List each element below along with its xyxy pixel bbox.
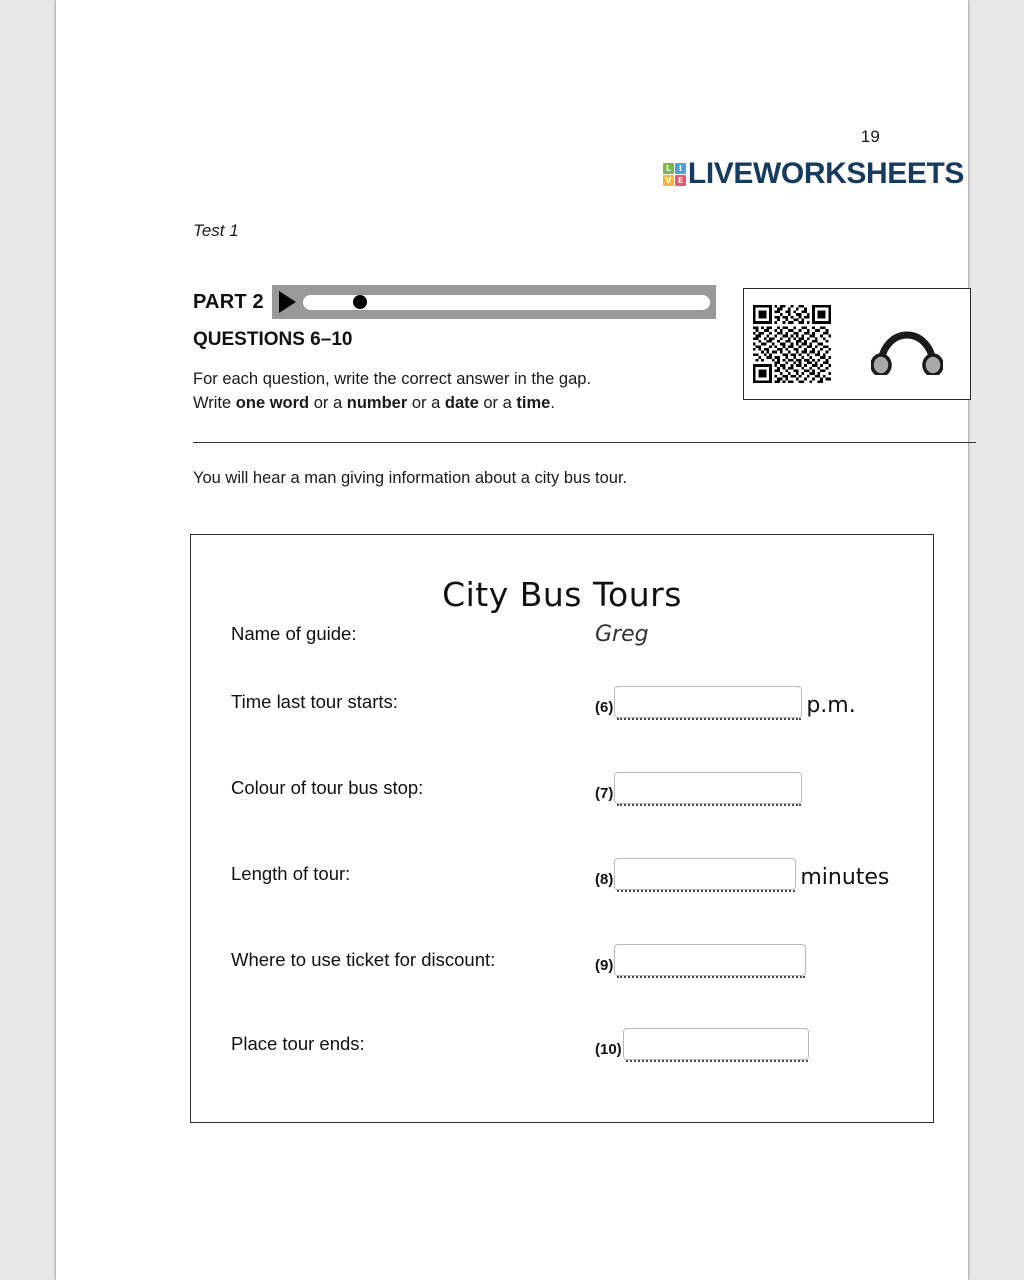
instr-bold-date: date bbox=[444, 394, 479, 412]
row-label: Place tour ends: bbox=[231, 1033, 365, 1054]
instr-mid-3: or a bbox=[478, 394, 517, 412]
question-number: (8) bbox=[595, 871, 614, 888]
logo-square-l: L bbox=[663, 163, 674, 174]
questions-heading: QUESTIONS 6–10 bbox=[193, 329, 353, 350]
audio-seek-track[interactable] bbox=[303, 295, 710, 310]
instructions-text bbox=[193, 367, 591, 415]
logo-square-v: V bbox=[663, 175, 674, 186]
answer-zone bbox=[595, 1028, 809, 1060]
row-label: Time last tour starts: bbox=[231, 691, 398, 712]
part-title: PART 2 bbox=[193, 290, 264, 313]
answer-input[interactable] bbox=[614, 686, 802, 718]
answer-zone bbox=[595, 686, 856, 718]
answer-zone bbox=[595, 772, 802, 804]
instr-prefix: Write bbox=[193, 394, 236, 412]
liveworksheets-logo-icon bbox=[663, 163, 686, 186]
worksheet-page-sheet bbox=[56, 0, 968, 1280]
headphones-icon bbox=[871, 313, 943, 375]
instr-bold-one-word: one word bbox=[235, 394, 310, 412]
worksheet-title: City Bus Tours bbox=[442, 575, 682, 614]
prefilled-answer: Greg bbox=[595, 621, 649, 647]
qr-code-icon bbox=[753, 305, 831, 383]
answer-zone bbox=[595, 944, 806, 976]
instr-suffix: . bbox=[550, 394, 555, 412]
answer-input[interactable] bbox=[614, 858, 796, 890]
instr-bold-number: number bbox=[346, 394, 408, 412]
play-icon[interactable] bbox=[279, 291, 296, 313]
section-divider bbox=[193, 442, 976, 443]
page-number: 19 bbox=[860, 127, 880, 146]
answer-unit-label: p.m. bbox=[806, 693, 856, 718]
worksheet-note-box bbox=[190, 534, 934, 1123]
audio-seek-thumb[interactable] bbox=[353, 295, 367, 309]
row-label: Colour of tour bus stop: bbox=[231, 777, 424, 798]
answer-input[interactable] bbox=[623, 1028, 809, 1060]
answer-unit-label: minutes bbox=[800, 865, 890, 890]
liveworksheets-brand bbox=[663, 157, 964, 191]
answer-zone bbox=[595, 858, 889, 890]
brand-name: LIVEWORKSHEETS bbox=[687, 157, 964, 190]
audio-access-panel bbox=[743, 288, 971, 400]
row-label: Length of tour: bbox=[231, 863, 351, 884]
audio-player[interactable] bbox=[272, 285, 716, 319]
question-number: (7) bbox=[595, 785, 614, 802]
logo-square-i: I bbox=[675, 163, 686, 174]
part-heading-row bbox=[193, 285, 716, 319]
instructions-line-2 bbox=[193, 391, 591, 415]
instructions-line-1: For each question, write the correct answer in the gap. bbox=[193, 370, 592, 388]
answer-input[interactable] bbox=[614, 944, 806, 976]
row-label: Name of guide: bbox=[231, 623, 357, 644]
question-number: (9) bbox=[595, 957, 614, 974]
instr-mid-2: or a bbox=[407, 394, 445, 412]
logo-square-e: E bbox=[675, 175, 686, 186]
answer-input[interactable] bbox=[614, 772, 802, 804]
instr-bold-time: time bbox=[516, 394, 551, 412]
listening-prompt: You will hear a man giving information about a city bus tour. bbox=[193, 469, 628, 487]
row-label: Where to use ticket for discount: bbox=[231, 949, 496, 970]
instr-mid-1: or a bbox=[309, 394, 347, 412]
answer-zone bbox=[595, 622, 649, 647]
test-label: Test 1 bbox=[193, 221, 239, 240]
question-number: (6) bbox=[595, 699, 614, 716]
question-number: (10) bbox=[595, 1041, 622, 1058]
